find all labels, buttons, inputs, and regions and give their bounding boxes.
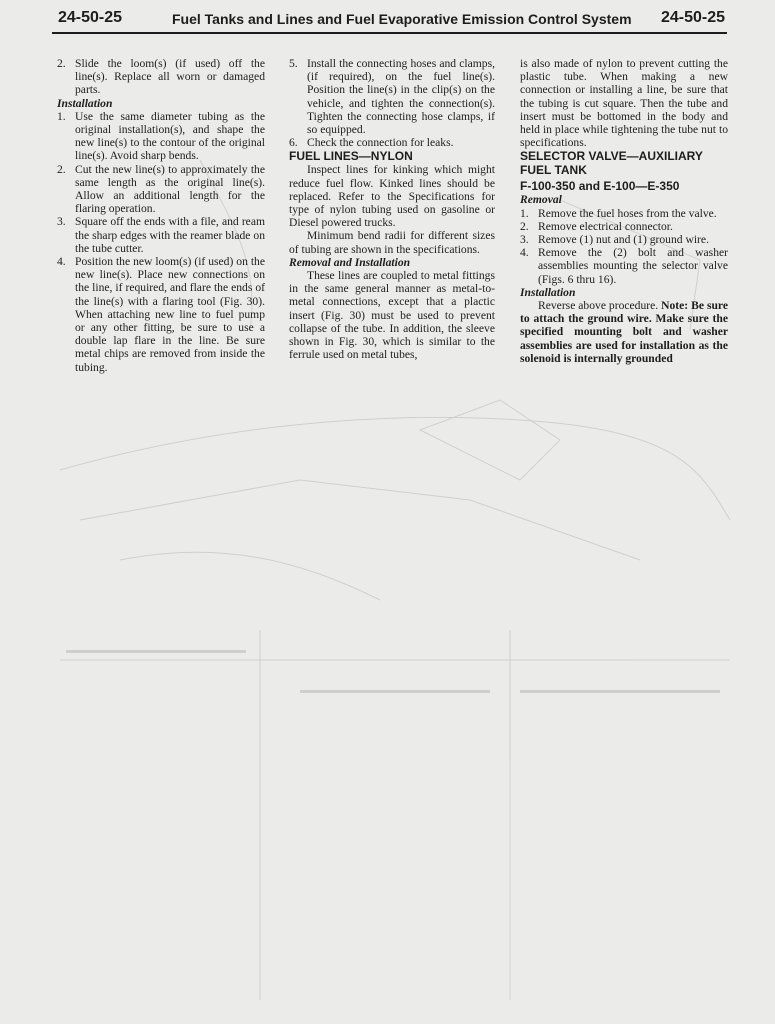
section-title: Fuel Tanks and Lines and Fuel Evaporative Emission Control System xyxy=(172,11,632,27)
list-item: 2. Slide the loom(s) (if used) off the line(s). Replace all worn or damaged parts. xyxy=(57,57,265,97)
installation-steps xyxy=(57,110,265,374)
list-item: 4. Position the new loom(s) (if used) on the new line(s). Place new connections on the line, if required, and flare the ends of the line(s) with a flaring tool (Fig. 30). When attaching new line to fuel pump or any other fitting, be sure to use a double lap flare in the line. Be sure metal chips are removed from inside the tubing. xyxy=(57,255,265,374)
installation-heading: Installation xyxy=(520,285,576,299)
fuel-lines-nylon-heading: FUEL LINES—NYLON xyxy=(289,149,413,164)
page-number-right: 24-50-25 xyxy=(660,9,725,26)
paragraph: is also made of nylon to prevent cutting the plastic tube. When making a new connection or installing a line, be sure that the tubing is cut square. Then the tube and insert must be bottomed in the body and held in place while tightening the tube nut to specifications. xyxy=(520,57,728,150)
list-item: 3. Remove (1) nut and (1) ground wire. xyxy=(520,233,709,247)
selector-valve-heading: SELECTOR VALVE—AUXILIARY FUEL TANK xyxy=(520,149,703,178)
list-item: 6. Check the connection for leaks. xyxy=(289,136,454,150)
list-item: 3. Square off the ends with a file, and ream the sharp edges with the reamer blade on the tube cutter. xyxy=(57,215,265,255)
page-number-left: 24-50-25 xyxy=(58,9,123,26)
list-item: 5. Install the connecting hoses and clamps, (if required), on the fuel line(s). Position the line(s) in the clip(s) on the vehicle, and tighten the connection(s). Tighten the connecting hose clamps, if so equipped. xyxy=(289,57,495,137)
models-heading: F-100-350 and E-100—E-350 xyxy=(520,179,680,194)
paragraph: These lines are coupled to metal fittings in the same general manner as metal-to-metal connections, except that a plactic insert (Fig. 30) must be used to prevent collapse of the tube. In addition, the sleeve shown in Fig. 30, which is similar to the ferrule used on metal tubes, xyxy=(289,269,495,362)
removal-installation-heading: Removal and Installation xyxy=(289,255,411,269)
column-1 xyxy=(57,57,265,374)
removal-steps xyxy=(520,207,728,286)
list-item: 2. Remove electrical connector. xyxy=(520,219,673,233)
list-item: 1. Remove the fuel hoses from the valve. xyxy=(520,206,717,220)
list-item: 2. Cut the new line(s) to approximately the same length as the original line(s). Allow an additional length for the flaring operation. xyxy=(57,162,265,216)
column-2 xyxy=(289,57,495,361)
removal-steps-continued xyxy=(57,57,265,97)
installation-note: Note: Be sure to attach the ground wire. Make sure the specified mounting bolt and washer assemblies are used for installation as the solenoid is internally grounded xyxy=(520,299,728,365)
installation-steps-continued xyxy=(289,57,495,149)
list-item: 1. Use the same diameter tubing as the original installation(s), and shape the new line(s) to the contour of the original line(s). Avoid sharp bends. xyxy=(57,109,265,163)
list-item: 4. Remove the (2) bolt and washer assemblies mounting the selector valve (Figs. 6 thru 16). xyxy=(520,246,728,286)
column-3 xyxy=(520,57,728,365)
paragraph: Minimum bend radii for different sizes of tubing are shown in the specifications. xyxy=(289,229,495,256)
page-header xyxy=(52,8,727,34)
installation-paragraph: Reverse above procedure. Note: Be sure to attach the ground wire. Make sure the specified mounting bolt and washer assemblies are used for installation as the solenoid is internally grounded xyxy=(520,299,728,365)
installation-heading: Installation xyxy=(57,96,113,110)
paragraph: Inspect lines for kinking which might reduce fuel flow. Kinked lines should be replaced. Refer to the Specifications for type of nylon tubing used on gasoline or Diesel powered trucks. xyxy=(289,163,495,230)
removal-heading: Removal xyxy=(520,193,562,207)
